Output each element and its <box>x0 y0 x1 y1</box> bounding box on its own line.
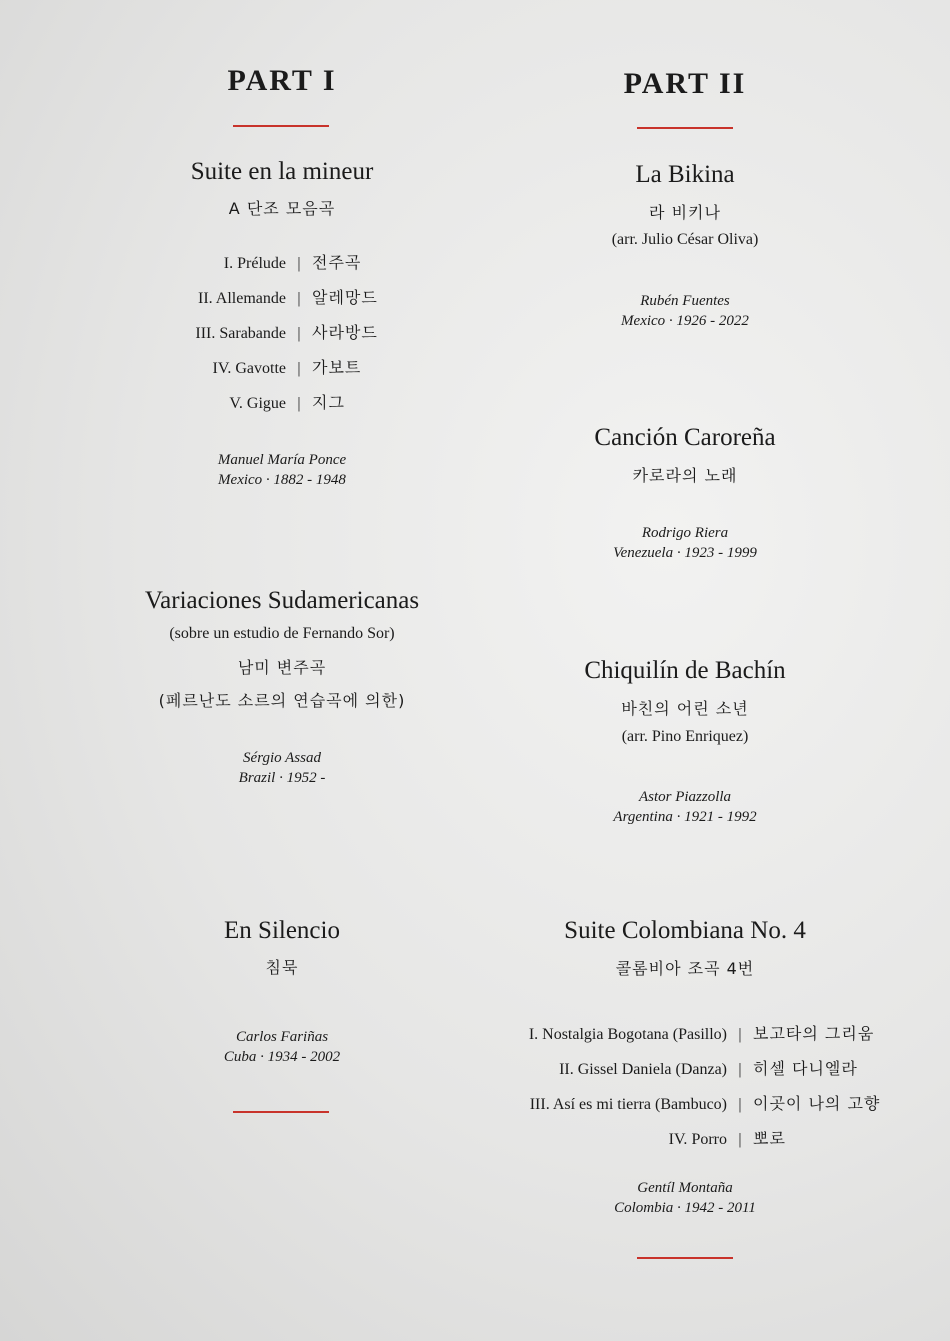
movement-number-name <box>487 1061 727 1079</box>
movement-item <box>487 1021 874 1044</box>
composer-origin: Mexico · 1926 - 2022 <box>621 313 749 329</box>
movement-name: Prélude <box>237 255 286 272</box>
movement-separator: | <box>297 255 301 272</box>
composer-origin: Mexico · 1882 - 1948 <box>218 472 346 488</box>
movement-number-name <box>487 1096 727 1114</box>
piece-title: Suite en la mineur <box>190 158 374 185</box>
movement-separator: | <box>297 290 301 307</box>
movement-item <box>172 355 361 378</box>
movement-number-name <box>487 1131 727 1149</box>
movement-number-name <box>180 255 286 273</box>
piece-korean-title: 바친의 어린 소년 <box>621 699 749 718</box>
movement-number: III. <box>529 1096 550 1113</box>
composer-name: Astor Piazzolla <box>638 789 732 805</box>
movement-number: I. <box>528 1026 539 1043</box>
movement-item <box>172 285 378 308</box>
movement-item <box>487 1091 880 1114</box>
movement-item <box>487 1056 858 1079</box>
movement-name: Allemande <box>215 290 286 307</box>
movement-name: Así es mi tierra (Bambuco) <box>552 1096 727 1113</box>
movement-name: Sarabande <box>219 325 286 342</box>
movement-korean: 지그 <box>312 393 345 412</box>
piece-title: Suite Colombiana No. 4 <box>564 917 806 944</box>
movement-separator: | <box>297 395 301 412</box>
movement-name: Gissel Daniela (Danza) <box>577 1061 727 1078</box>
movement-item <box>172 390 345 413</box>
part-1-column <box>90 0 474 1341</box>
movement-separator: | <box>738 1061 742 1078</box>
composer-origin: Argentina · 1921 - 1992 <box>613 809 757 825</box>
piece-note: (arr. Julio César Oliva) <box>611 231 759 248</box>
piece-korean-note: (페르난도 소르의 연습곡에 의한) <box>158 691 406 710</box>
part-1-end-rule <box>233 1111 329 1113</box>
movement-item <box>487 1126 786 1149</box>
movement-number: V. <box>229 395 243 412</box>
composer-name: Gentíl Montaña <box>637 1180 733 1196</box>
piece-title: La Bikina <box>635 161 735 188</box>
movement-separator: | <box>738 1131 742 1148</box>
movement-number: II. <box>198 290 213 307</box>
movement-korean: 히셀 다니엘라 <box>753 1059 858 1078</box>
composer-origin: Colombia · 1942 - 2011 <box>614 1200 756 1216</box>
movement-korean: 전주곡 <box>312 253 362 272</box>
movement-number: IV. <box>668 1131 688 1148</box>
part-2-heading: PART II <box>623 67 747 100</box>
movement-korean: 가보트 <box>312 358 362 377</box>
movement-name: Gigue <box>246 395 286 412</box>
part-2-column <box>487 0 883 1341</box>
composer-name: Manuel María Ponce <box>217 452 347 468</box>
movement-korean: 이곳이 나의 고향 <box>753 1094 881 1113</box>
movement-korean: 뽀로 <box>753 1129 786 1148</box>
piece-note: (sobre un estudio de Fernando Sor) <box>169 625 395 642</box>
movement-number-name <box>172 360 286 378</box>
movement-number: III. <box>195 325 216 342</box>
movement-number: IV. <box>212 360 232 377</box>
movement-item <box>180 250 361 273</box>
movement-name: Nostalgia Bogotana (Pasillo) <box>542 1026 727 1043</box>
movement-separator: | <box>297 325 301 342</box>
piece-title: Chiquilín de Bachín <box>584 657 786 684</box>
piece-korean-title: 남미 변주곡 <box>237 658 327 677</box>
movement-number-name <box>172 290 286 308</box>
composer-name: Rodrigo Riera <box>641 525 729 541</box>
composer-name: Sérgio Assad <box>243 750 321 766</box>
movement-number: II. <box>559 1061 574 1078</box>
composer-origin: Cuba · 1934 - 2002 <box>223 1049 341 1065</box>
composer-origin: Brazil · 1952 - <box>238 770 326 786</box>
movement-separator: | <box>738 1096 742 1113</box>
movement-number-name <box>172 395 286 413</box>
movement-name: Porro <box>691 1131 727 1148</box>
movement-korean: 보고타의 그리움 <box>753 1024 875 1043</box>
movement-number: I. <box>223 255 234 272</box>
piece-korean-title: 침묵 <box>265 958 299 977</box>
piece-title: En Silencio <box>224 917 340 944</box>
piece-korean-title: 카로라의 노래 <box>632 466 738 485</box>
composer-origin: Venezuela · 1923 - 1999 <box>613 545 757 561</box>
movement-korean: 알레망드 <box>312 288 378 307</box>
piece-korean-title: 라 비키나 <box>649 203 721 222</box>
part-2-end-rule <box>637 1257 733 1259</box>
movement-separator: | <box>738 1026 742 1043</box>
composer-name: Carlos Fariñas <box>235 1029 329 1045</box>
movement-korean: 사라방드 <box>312 323 378 342</box>
movement-name: Gavotte <box>235 360 286 377</box>
composer-name: Rubén Fuentes <box>640 293 730 309</box>
piece-korean-title: 콜롬비아 조곡 4번 <box>615 959 755 978</box>
part-1-heading: PART I <box>227 64 337 97</box>
movement-separator: | <box>297 360 301 377</box>
part-2-heading-rule <box>637 127 733 129</box>
movement-number-name <box>172 325 286 343</box>
part-1-heading-rule <box>233 125 329 127</box>
movement-number-name <box>487 1026 727 1044</box>
piece-korean-title: A 단조 모음곡 <box>228 199 336 218</box>
piece-note: (arr. Pino Enriquez) <box>621 728 749 745</box>
piece-title: Canción Caroreña <box>594 424 776 451</box>
movement-item <box>172 320 378 343</box>
piece-title: Variaciones Sudamericanas <box>144 587 420 614</box>
